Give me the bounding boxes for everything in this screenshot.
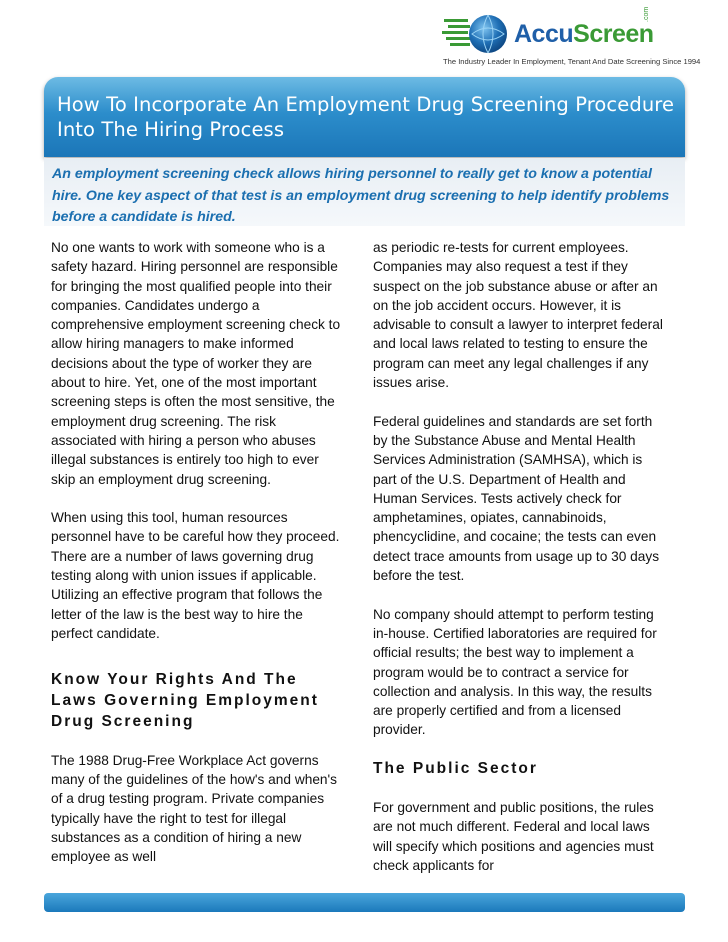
- paragraph: No one wants to work with someone who is a safety hazard. Hiring personnel are responsible for bringing the most qualified people into their companies. Candidates undergo a comprehensive employment screening check to allow hiring managers to make informed decisions about the type of worker they are about to hire. Yet, one of the most important screening steps is often the most sensitive, the employment drug screening. The risk associated with hiring a person who abuses illegal substances is entirely too high to ever skip an employment drug screening.: [51, 240, 341, 487]
- intro-box: [44, 158, 685, 226]
- globe-logo-icon: [442, 12, 512, 56]
- section-heading: The Public Sector: [373, 759, 538, 777]
- section-heading: Know Your Rights And The Laws Governing Employment Drug Screening: [51, 670, 319, 730]
- intro-text: An employment screening check allows hiring personnel to really get to know a potential hire. One key aspect of that test is an employment drug screening to help identify problems before a candidate is hired.: [52, 166, 670, 225]
- paragraph: The 1988 Drug-Free Workplace Act governs many of the guidelines of the how's and when's of a drug testing program. Private companies typically have the right to test for illegal substances as a condition of hiring a new employee as well: [51, 752, 338, 865]
- paragraph: as periodic re-tests for current employees. Companies may also request a test if they suspect on the job substance abuse or after an on the job accident occurs. However, it is advisable to consult a lawyer to interpret federal and local laws related to testing to ensure the program can meet any legal challenges if any issues arise.: [373, 240, 663, 391]
- logo-wordmark: AccuScreen: [514, 20, 654, 48]
- right-column: [373, 238, 663, 875]
- paragraph: When using this tool, human resources personnel have to be careful how they proceed. There are a number of laws governing drug testing along with union issues if applicable. Utilizing an effective program that follows the letter of the law is the best way to hire the perfect candidate.: [51, 510, 340, 641]
- logo-tagline: The Industry Leader In Employment, Tenant And Date Screening Since 1994: [443, 57, 701, 66]
- paragraph: For government and public positions, the rules are not much different. Federal and local laws will specify which positions and agencies must check applicants for: [373, 800, 654, 873]
- paragraph: Federal guidelines and standards are set forth by the Substance Abuse and Mental Health Services Administration (SAMHSA), which is part of the U.S. Department of Health and Human Services. Tests actively check for amphetamines, opiates, cannabinoids, phencyclidine, and cocaine; the tests can even detect trace amounts from usage up to 30 days before the test.: [373, 413, 660, 584]
- page-title: How To Incorporate An Employment Drug Screening Procedure Into The Hiring Process: [57, 93, 675, 141]
- accuscreen-logo: [440, 6, 701, 72]
- left-column: [51, 238, 341, 867]
- footer-bar: [44, 893, 685, 912]
- paragraph: No company should attempt to perform testing in-house. Certified laboratories are required for official results; the best way to implement a program would be to contract a service for collection and analysis. In this way, the results are properly certified and from a licensed provider.: [373, 606, 657, 738]
- title-banner: [44, 77, 685, 157]
- logo-suffix: .com: [643, 6, 650, 22]
